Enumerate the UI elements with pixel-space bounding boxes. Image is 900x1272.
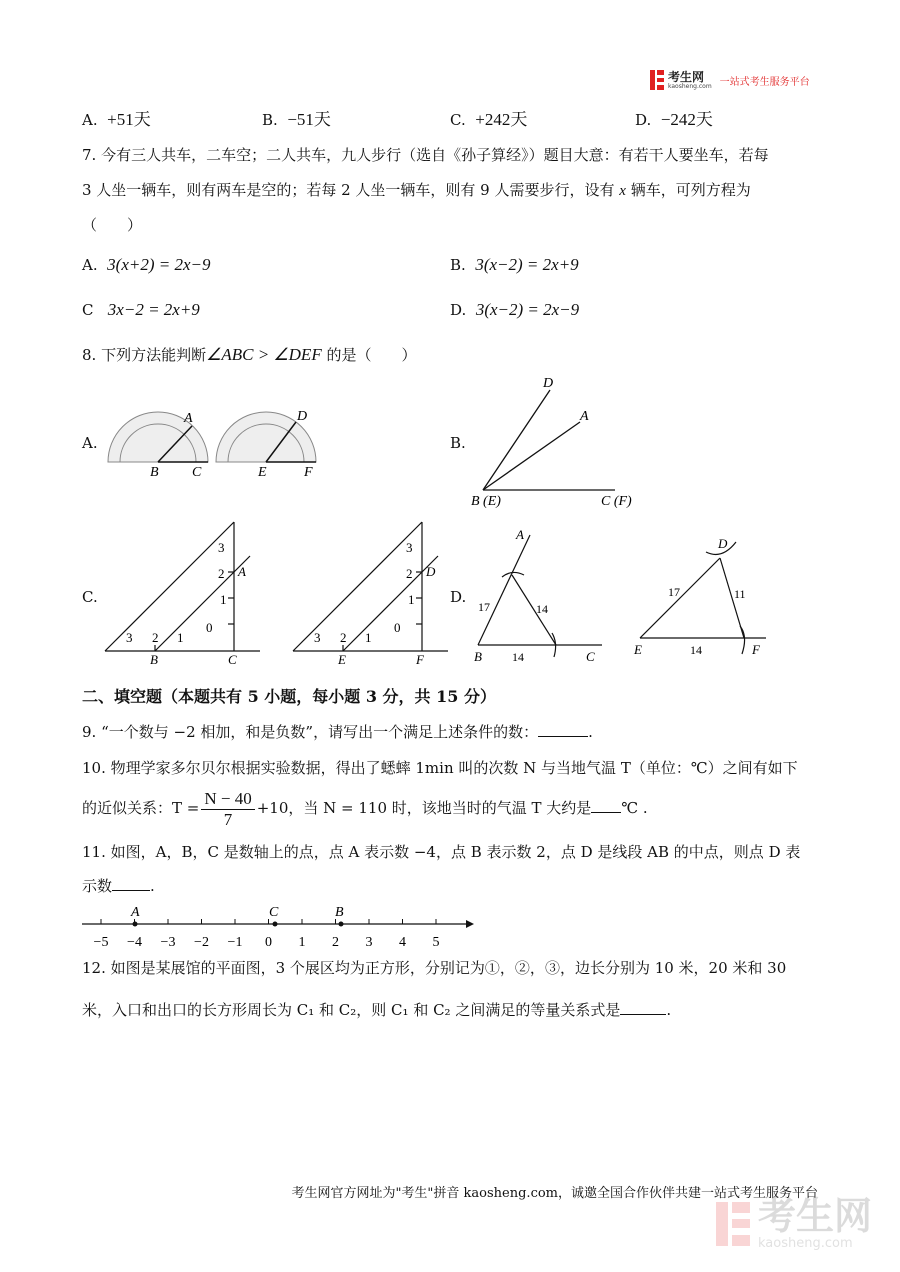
svg-text:B: B	[335, 905, 344, 920]
svg-text:3: 3	[314, 630, 321, 645]
fraction: $\frac{N - 40}{7}$	[201, 789, 254, 830]
site-logo[interactable]	[650, 70, 810, 90]
q8-stem: 8. 下列方法能判断∠ABC > ∠DEF 的是（ ）	[82, 345, 417, 364]
tick-label: 3	[365, 935, 373, 950]
svg-text:3: 3	[126, 630, 133, 645]
q6-option-b: B. −51天	[262, 110, 331, 129]
svg-text:D: D	[426, 564, 436, 579]
q7-option-d: D. 3(x−2) = 2x−9	[450, 300, 580, 319]
q12-line1: 12. 如图是某展馆的平面图，3 个展区均为正方形，分别记为①，②，③，边长分别为 10 米，20 米和 30	[82, 959, 787, 977]
label-e: E	[258, 465, 267, 480]
svg-text:C: C	[586, 649, 595, 664]
svg-text:F: F	[752, 642, 760, 657]
svg-text:E: E	[634, 642, 642, 657]
footer-text: 考生网官方网址为"考生"拼音 kaosheng.com，诚邀全国合作伙伴共建一站式考生服务平台	[291, 1186, 818, 1201]
svg-text:A: A	[580, 409, 589, 424]
watermark-logo-icon	[716, 1202, 750, 1246]
protractor-abc	[108, 412, 208, 462]
arrow-icon	[466, 920, 474, 928]
label-a: A	[184, 411, 193, 426]
section-heading: 二、填空题（本题共有 5 小题，每小题 3 分，共 15 分）	[82, 687, 496, 706]
tick-label: −4	[127, 935, 142, 950]
svg-text:D: D	[718, 536, 728, 551]
tick-label: −5	[93, 935, 109, 950]
logo-mark-icon	[650, 70, 664, 90]
q11-line2: 示数 .	[82, 877, 155, 895]
q7-paren: （ ）	[82, 216, 143, 234]
svg-text:F: F	[416, 652, 424, 667]
logo-url: kaosheng.com	[668, 82, 712, 90]
svg-text:11: 11	[734, 587, 746, 601]
q8-option-b-label: B.	[450, 434, 466, 452]
tick-label: −3	[160, 935, 176, 950]
q11-line1: 11. 如图，A，B，C 是数轴上的点，点 A 表示数 −4，点 B 表示数 2，点 D 是线段 AB 的中点，则点 D 表	[82, 843, 801, 861]
set-square-abc-figure	[100, 518, 270, 668]
label-f: F	[304, 465, 313, 480]
overlaid-angles-figure	[465, 372, 645, 512]
q6-option-c: C. +242天	[450, 110, 528, 129]
tick-label: 1	[298, 935, 306, 950]
q6-option-a: A. +51天	[82, 110, 151, 129]
q8-option-d-label: D.	[450, 588, 467, 606]
svg-text:0: 0	[394, 620, 401, 635]
svg-text:1: 1	[220, 592, 227, 607]
logo-slogan: 一站式考生服务平台	[719, 76, 810, 88]
svg-text:A: A	[238, 564, 246, 579]
svg-text:A: A	[131, 905, 140, 920]
svg-text:C: C	[269, 905, 279, 920]
svg-text:C (F): C (F)	[601, 494, 632, 509]
point-a	[133, 922, 138, 927]
svg-text:2: 2	[218, 566, 225, 581]
svg-text:B: B	[474, 649, 482, 664]
answer-blank[interactable]	[112, 876, 150, 891]
svg-text:17: 17	[478, 600, 490, 614]
tick-label: 2	[332, 935, 339, 950]
svg-text:0: 0	[206, 620, 213, 635]
tick-label: −2	[194, 935, 209, 950]
svg-text:3: 3	[406, 540, 413, 555]
svg-text:17: 17	[668, 585, 680, 599]
q7-option-a: A. 3(x+2) = 2x−9	[82, 255, 211, 274]
logo-name: 考生网	[668, 69, 705, 84]
svg-text:A: A	[516, 527, 524, 542]
svg-text:3: 3	[218, 540, 225, 555]
label-c: C	[192, 465, 202, 480]
q10-line2: 的近似关系：T = $\frac{N - 40}{7}$ +10，当 N = 110 时，该地当时的气温 T 大约是 ℃ .	[82, 788, 648, 829]
answer-blank[interactable]	[591, 798, 621, 813]
q7-stem-line2: 3 人坐一辆车，则有两车是空的；若每 2 人坐一辆车，则有 9 人需要步行，设有 x 辆车，可列方程为	[82, 181, 751, 199]
q6-option-d: D. −242天	[635, 110, 713, 129]
svg-text:1: 1	[408, 592, 415, 607]
q7-option-c: C 3x−2 = 2x+9	[82, 300, 200, 319]
svg-text:1: 1	[177, 630, 184, 645]
svg-text:2: 2	[406, 566, 413, 581]
tick-label: 0	[265, 935, 272, 950]
protractor-figures	[100, 400, 330, 480]
svg-text:B (E): B (E)	[471, 494, 501, 509]
q8-option-c-label: C.	[82, 588, 98, 606]
q12-line2: 米，入口和出口的长方形周长为 C₁ 和 C₂，则 C₁ 和 C₂ 之间满足的等量关系式是 .	[82, 1001, 672, 1019]
answer-blank[interactable]	[620, 1000, 666, 1015]
triangle-def-construction	[632, 530, 772, 665]
watermark: 考生网 kaosheng.com	[716, 1196, 872, 1251]
svg-text:14: 14	[690, 643, 702, 657]
set-square-def-figure	[288, 518, 458, 668]
svg-text:D: D	[543, 376, 554, 391]
svg-text:14: 14	[512, 650, 524, 664]
svg-text:14: 14	[536, 602, 548, 616]
svg-text:1: 1	[365, 630, 372, 645]
svg-text:E: E	[338, 652, 346, 667]
tick-label: 5	[432, 935, 440, 950]
svg-text:2: 2	[340, 630, 347, 645]
point-c	[273, 922, 278, 927]
label-d: D	[297, 409, 308, 424]
tick-label: −1	[227, 935, 243, 950]
q10-line1: 10. 物理学家多尔贝尔根据实验数据，得出了蟋蟀 1min 叫的次数 N 与当地气温 T（单位：℃）之间有如下	[82, 759, 798, 777]
svg-text:C: C	[228, 652, 237, 667]
q9: 9. “一个数与 −2 相加，和是负数”，请写出一个满足上述条件的数： .	[82, 723, 593, 741]
q7-stem-line1: 7. 今有三人共车，二车空；二人共车，九人步行（选自《孙子算经》）题目大意：有若干人要坐车，若每	[82, 146, 769, 164]
label-b: B	[150, 465, 159, 480]
point-b	[339, 922, 344, 927]
svg-text:B: B	[150, 652, 158, 667]
q7-option-b: B. 3(x−2) = 2x+9	[450, 255, 579, 274]
number-line	[78, 898, 478, 954]
tick-label: 4	[399, 935, 406, 950]
q8-option-a-label: A.	[82, 434, 98, 452]
svg-text:2: 2	[152, 630, 159, 645]
answer-blank[interactable]	[538, 722, 588, 737]
triangle-abc-construction	[470, 525, 610, 670]
